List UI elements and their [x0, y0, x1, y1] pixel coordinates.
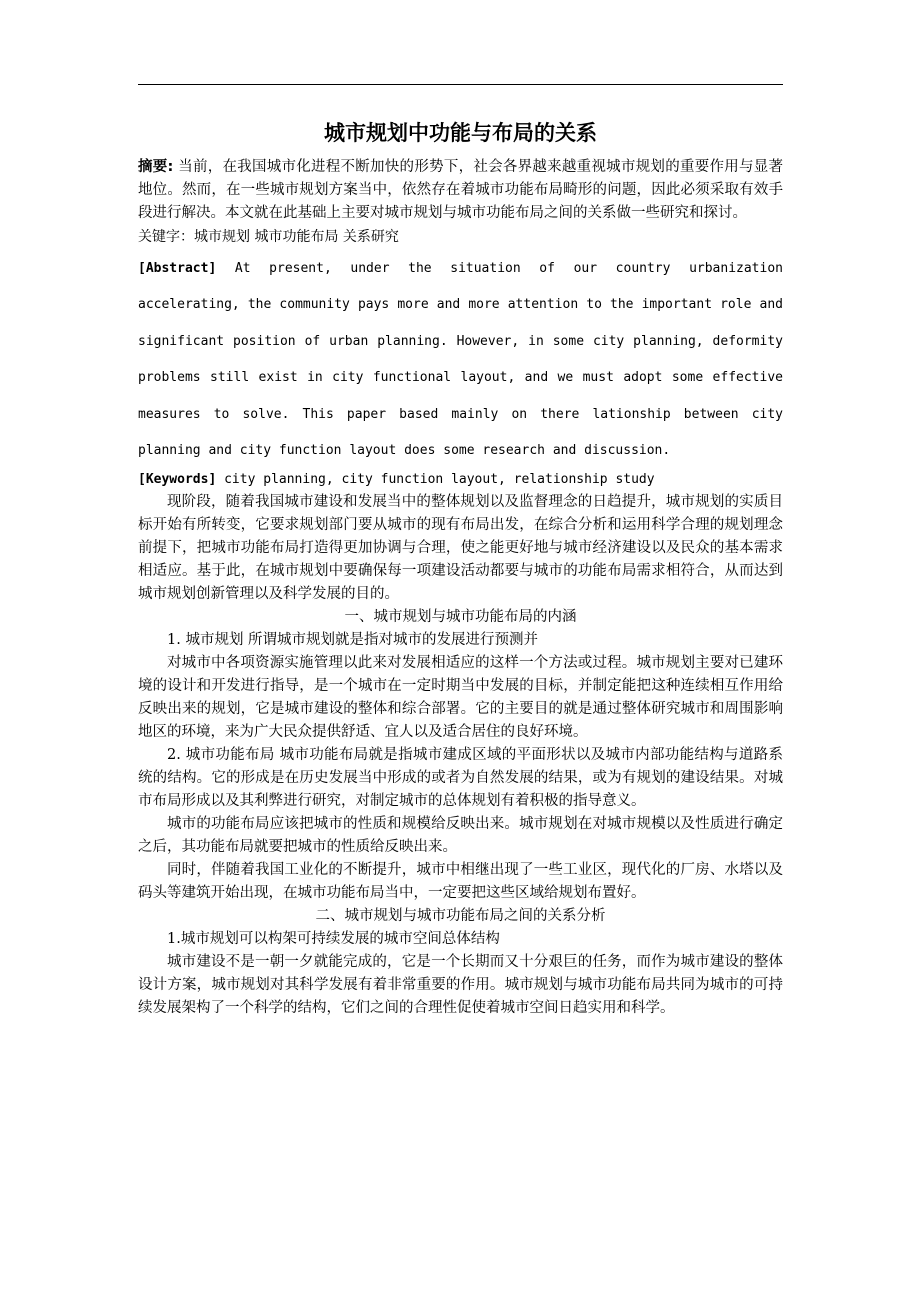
keywords-en — [138, 469, 783, 491]
keywords-en-text: city planning, city function layout, relationship study — [216, 472, 655, 488]
section-1-item-1-title: 1. 城市规划 所谓城市规划就是指对城市的发展进行预测并 — [167, 632, 539, 649]
header-rule — [138, 84, 783, 85]
paper-page — [138, 118, 783, 1020]
keywords-cn: 关键字：城市规划 城市功能布局 关系研究 — [138, 229, 399, 245]
abstract-en-label: [Abstract] — [138, 261, 217, 276]
abstract-cn-text: 当前，在我国城市化进程不断加快的形势下，社会各界越来越重视城市规划的重要作用与显著地位。然而，在一些城市规划方案当中，依然存在着城市功能布局畸形的问题，因此必须采取有效手段进行解决。本文就在此基础上主要对城市规划与城市功能布局之间的关系做一些研究和探讨。 — [138, 159, 783, 221]
abstract-cn — [138, 156, 783, 225]
intro-paragraph: 现阶段，随着我国城市建设和发展当中的整体规划以及监督理念的日趋提升，城市规划的实质目标开始有所转变，它要求规划部门要从城市的现有布局出发，在综合分析和运用科学合理的规划理念前提下，把城市功能布局打造得更加协调与合理，使之能更好地与城市经济建设以及民众的基本需求相适应。基于此，在城市规划中要确保每一项建设活动都要与城市的功能布局需求相符合，从而达到城市规划创新管理以及科学发展的目的。 — [138, 494, 783, 603]
abstract-en — [138, 251, 783, 469]
abstract-cn-label: 摘要: — [138, 159, 174, 175]
section-1-heading: 一、城市规划与城市功能布局的内涵 — [344, 609, 577, 626]
section-2-item-1-text: 城市建设不是一朝一夕就能完成的，它是一个长期而又十分艰巨的任务，而作为城市建设的整体设计方案，城市规划对其科学发展有着非常重要的作用。城市规划与城市功能布局共同为城市的可持续发展架构了一个科学的结构，它们之间的合理性促使着城市空间日趋实用和科学。 — [138, 954, 783, 1017]
section-2-item-1-title: 1.城市规划可以构架可持续发展的城市空间总体结构 — [167, 931, 500, 948]
section-1-item-1-text: 对城市中各项资源实施管理以此来对发展相适应的这样一个方法或过程。城市规划主要对已建环境的设计和开发进行指导，是一个城市在一定时期当中发展的目标，并制定能把这种连续相互作用给反映出来的规划，它是城市建设的整体和综合部署。它的主要目的就是通过整体研究城市和周围影响地区的环境，来为广大民众提供舒适、宜人以及适合居住的良好环境。 — [138, 655, 783, 741]
section-1-paragraph-4: 同时，伴随着我国工业化的不断提升，城市中相继出现了一些工业区，现代化的厂房、水塔以及码头等建筑开始出现，在城市功能布局当中，一定要把这些区域给规划布置好。 — [138, 862, 783, 902]
section-1-item-2: 2. 城市功能布局 城市功能布局就是指城市建成区域的平面形状以及城市内部功能结构与道路系统的结构。它的形成是在历史发展当中形成的或者为自然发展的结果，或为有规划的建设结果。对城市布局形成以及其利弊进行研究，对制定城市的总体规划有着积极的指导意义。 — [138, 747, 783, 810]
section-1-paragraph-3: 城市的功能布局应该把城市的性质和规模给反映出来。城市规划在对城市规模以及性质进行确定之后，其功能布局就要把城市的性质给反映出来。 — [138, 816, 783, 856]
abstract-en-text: At present, under the situation of our country urbanization accelerating, the community pays more and more attention to the important role and significant position of urban planning. However, in some city planning, deformity problems still exist in city functional layout, and we must adopt some effective measures to solve. This paper based mainly on there lationship between city planning and city function layout does some research and discussion. — [138, 261, 783, 459]
paper-title: 城市规划中功能与布局的关系 — [324, 121, 597, 145]
section-2-heading: 二、城市规划与城市功能布局之间的关系分析 — [315, 908, 606, 925]
keywords-en-label: [Keywords] — [138, 472, 217, 488]
